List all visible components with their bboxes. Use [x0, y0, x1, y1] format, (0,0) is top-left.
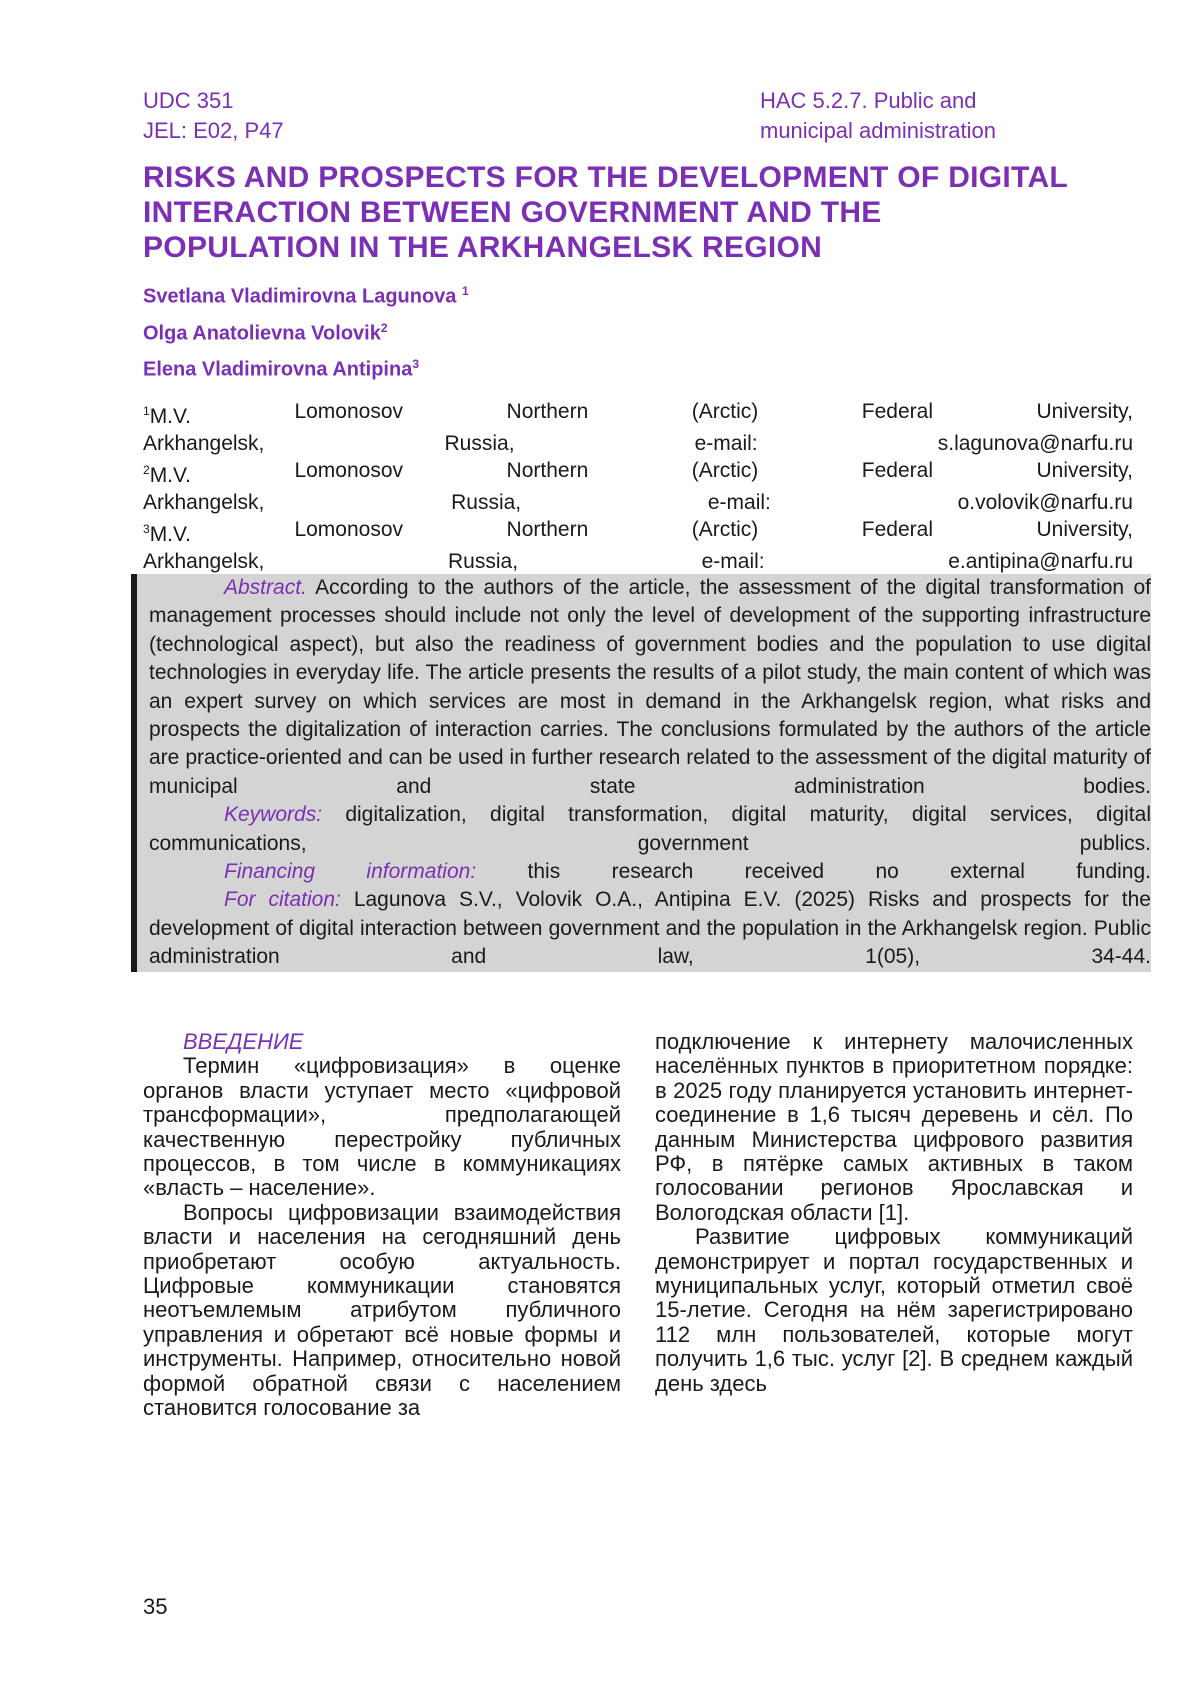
author-2	[143, 313, 469, 350]
affil-word: M.V.	[149, 405, 191, 428]
affiliation-1-line-1	[143, 398, 1133, 430]
author-name: Elena Vladimirovna Antipina	[143, 358, 413, 381]
email-link[interactable]: s.lagunova@narfu.ru	[937, 432, 1133, 455]
affil-word: Arkhangelsk,	[143, 550, 265, 573]
affil-word: Northern	[506, 518, 589, 541]
abstract-box	[131, 574, 1151, 972]
affil-word: Federal	[861, 400, 933, 423]
affil-word: Lomonosov	[294, 518, 404, 541]
financing-text: this research received no external funding.	[527, 860, 1151, 884]
section-heading: ВВЕДЕНИЕ	[183, 1029, 304, 1054]
body-column-left	[143, 1030, 621, 1421]
classification-codes	[143, 86, 284, 146]
affiliation-3-line-2	[143, 548, 1133, 575]
affil-mark: 1	[143, 404, 150, 418]
affil-word	[143, 398, 191, 430]
affiliation-1-line-2	[143, 430, 1133, 457]
affil-word: Federal	[861, 459, 933, 482]
affil-word: Northern	[506, 459, 589, 482]
udc-code: UDC 351	[143, 88, 234, 113]
financing-label: Financing information:	[224, 860, 477, 884]
author-name: Svetlana Vladimirovna Lagunova	[143, 285, 457, 308]
abstract-label: Abstract.	[224, 576, 307, 599]
affil-word: (Arctic)	[691, 459, 759, 482]
affil-word: Northern	[506, 400, 589, 423]
jel-code: JEL: E02, P47	[143, 118, 284, 143]
author-name: Olga Anatolievna Volovik	[143, 322, 381, 345]
page-number: 35	[143, 1594, 168, 1619]
affiliation-3-line-1	[143, 516, 1133, 548]
affil-mark: 2	[143, 463, 150, 477]
affil-word: Lomonosov	[294, 400, 404, 423]
affil-word: e-mail:	[701, 550, 765, 573]
keywords-paragraph	[149, 801, 1151, 858]
abstract-paragraph	[149, 574, 1151, 801]
affil-word	[143, 516, 191, 548]
hac-specialty	[760, 86, 996, 146]
email-link[interactable]: o.volovik@narfu.ru	[957, 491, 1133, 514]
affil-word: University,	[1036, 518, 1133, 541]
article-title: RISKS AND PROSPECTS FOR THE DEVELOPMENT OF DIGITAL INTERACTION BETWEEN GOVERNMENT AND THE POPULATION IN THE ARKHANGELSK REGION	[143, 161, 1068, 264]
body-paragraph: подключение к интернету малочисленных населённых пунктов в приоритетном порядке: в 2025 году планируется установить интернет-соединение в 1,6 тысяч деревень и сёл. По данным Министерства цифрового развития РФ, в пятёрке самых активных в таком голосовании регионов Ярославская и Вологодская области [1].	[655, 1029, 1133, 1225]
affil-word: Federal	[861, 518, 933, 541]
email-link[interactable]: e.antipina@narfu.ru	[948, 550, 1133, 573]
affil-word: e-mail:	[694, 432, 758, 455]
affiliation-2-line-2	[143, 489, 1133, 516]
body-column-right	[655, 1030, 1133, 1396]
author-1	[143, 276, 469, 313]
citation-label: For citation:	[224, 888, 341, 912]
author-mark: 3	[412, 357, 420, 372]
affil-word: e-mail:	[707, 491, 771, 514]
affil-mark: 3	[143, 522, 150, 536]
affil-word	[143, 457, 191, 489]
financing-paragraph	[149, 858, 1151, 886]
affil-word: University,	[1036, 459, 1133, 482]
affil-word: Lomonosov	[294, 459, 404, 482]
body-paragraph: Развитие цифровых коммуникаций демонстрирует и портал государственных и муниципальных услуг, который отметил своё 15-летие. Сегодня на нём зарегистрировано 112 млн пользователей, которые могут получить 1,6 тыс. услуг [2]. В среднем каждый день здесь	[655, 1224, 1133, 1396]
affiliations	[143, 398, 1133, 575]
citation-text: Lagunova S.V., Volovik O.A., Antipina E.V. (2025) Risks and prospects for the development of digital interaction between government and the population in the Arkhangelsk region. Public administration and law, 1(05), 34-44.	[149, 888, 1151, 969]
affil-word: (Arctic)	[691, 400, 759, 423]
hac-line-1: HAC 5.2.7. Public and	[760, 88, 977, 113]
keywords-text: digitalization, digital transformation, digital maturity, digital services, digital communications, government publics.	[149, 803, 1151, 855]
keywords-label: Keywords:	[224, 803, 323, 827]
abstract-text: According to the authors of the article, the assessment of the digital transformation of management processes should include not only the level of development of the supporting infrastructure (technological aspect), but also the readiness of government bodies and the population to use digital technologies in everyday life. The article presents the results of a pilot study, the main content of which was an expert survey on which services are most in demand in the Arkhangelsk region, what risks and prospects the digitalization of interaction carries. The conclusions formulated by the authors of the article are practice-oriented and can be used in further research related to the assessment of the digital maturity of municipal and state administration bodies.	[149, 576, 1151, 798]
affil-word: M.V.	[149, 523, 191, 546]
affiliation-2-line-1	[143, 457, 1133, 489]
author-mark: 1	[462, 284, 469, 298]
author-mark: 2	[380, 320, 388, 335]
citation-paragraph	[149, 886, 1151, 971]
body-paragraph: Вопросы цифровизации взаимодействия власти и населения на сегодняшний день приобретают особую актуальность. Цифровые коммуникации становятся неотъемлемым атрибутом публичного управления и обретают всё новые формы и инструменты. Например, относительно новой формой обратной связи с населением становится голосование за	[143, 1199, 621, 1421]
affil-word: Russia,	[448, 550, 519, 573]
affil-word: M.V.	[149, 464, 191, 487]
author-3	[143, 349, 469, 386]
hac-line-2: municipal administration	[760, 118, 996, 143]
affil-word: Arkhangelsk,	[143, 432, 265, 455]
affil-word: Russia,	[451, 491, 522, 514]
author-list	[143, 276, 469, 386]
affil-word: University,	[1036, 400, 1133, 423]
affil-word: Russia,	[444, 432, 515, 455]
body-paragraph: Термин «цифровизация» в оценке органов власти уступает место «цифровой трансформации», предполагающей качественную перестройку публичных процессов, в том числе в коммуникациях «власть – население».	[143, 1053, 621, 1201]
affil-word: Arkhangelsk,	[143, 491, 265, 514]
affil-word: (Arctic)	[691, 518, 759, 541]
